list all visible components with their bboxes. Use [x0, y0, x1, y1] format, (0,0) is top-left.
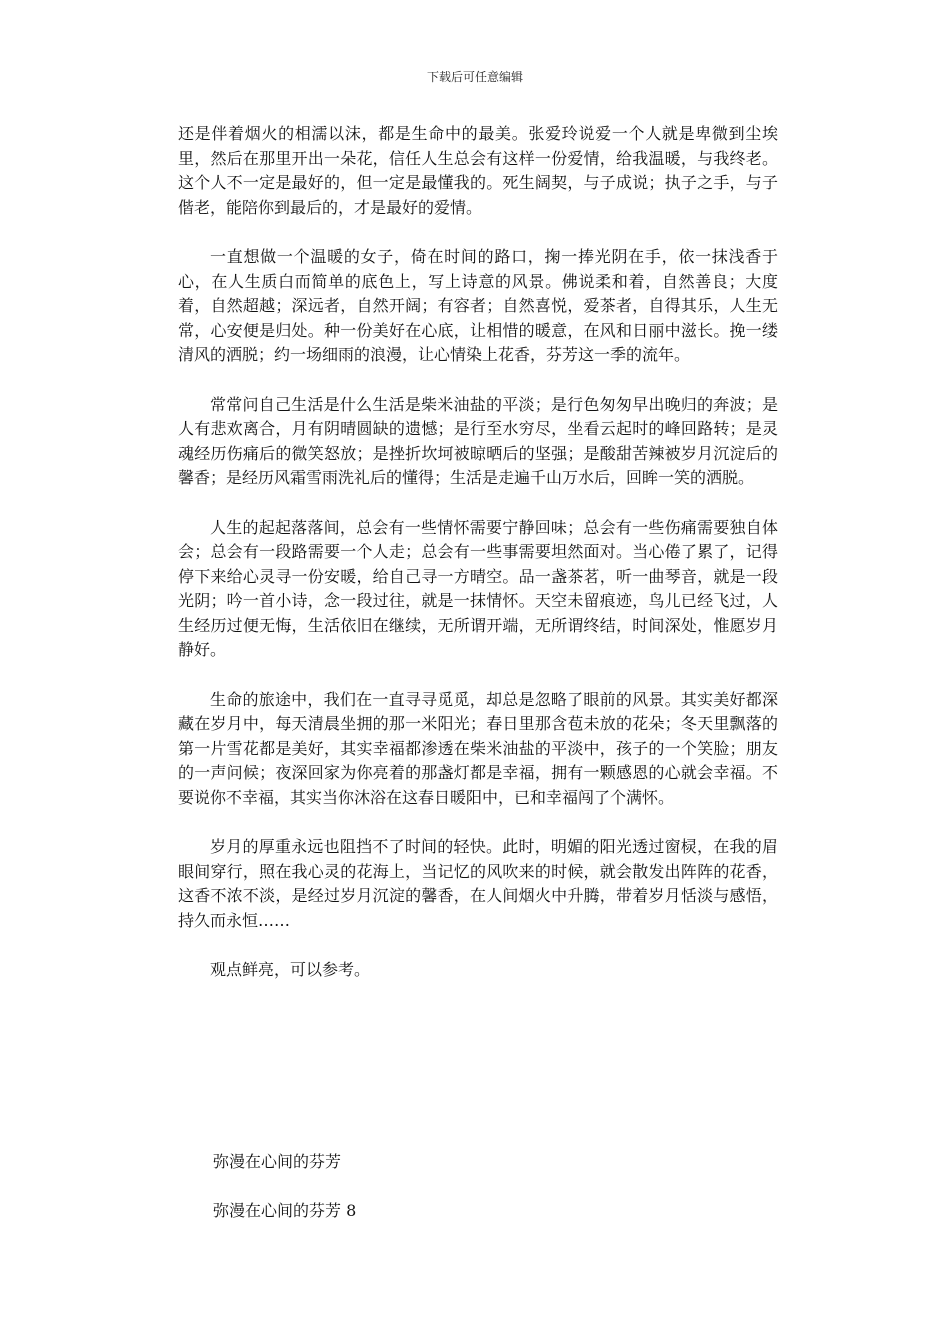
footer-title-page: 弥漫在心间的芬芳 8 — [213, 1201, 357, 1220]
article-body — [178, 122, 778, 1007]
paragraph-3: 常常问自己生活是什么生活是柴米油盐的平淡；是行色匆匆早出晚归的奔波；是人有悲欢离合，月有阴晴圆缺的遗憾；是行至水穷尽，坐看云起时的峰回路转；是灵魂经历伤痛后的微笑怒放；是挫折坎坷被晾晒后的坚强；是酸甜苦辣被岁月沉淀后的馨香；是经历风霜雪雨洗礼后的懂得；生活是走遍千山万水后，回眸一笑的洒脱。 — [178, 394, 778, 488]
paragraph-1: 还是伴着烟火的相濡以沫，都是生命中的最美。张爱玲说爱一个人就是卑微到尘埃里，然后在那里开出一朵花，信任人生总会有这样一份爱情，给我温暖，与我终老。这个人不一定是最好的，但一定是最懂我的。死生阔契，与子成说；执子之手，与子偕老，能陪你到最后的，才是最好的爱情。 — [178, 124, 778, 217]
paragraph-7: 观点鲜亮，可以参考。 — [210, 960, 371, 980]
paragraph-2: 一直想做一个温暖的女子，倚在时间的路口，掬一捧光阴在手，依一抹浅香于心，在人生质白而简单的底色上，写上诗意的风景。佛说柔和着，自然善良；大度着，自然超越；深远者，自然开阔；有容者；自然喜悦，爱茶者，自得其乐，人生无常，心安便是归处。种一份美好在心底，让相惜的暖意，在风和日丽中滋长。挽一缕清风的洒脱；约一场细雨的浪漫，让心情染上花香，芬芳这一季的流年。 — [178, 246, 778, 365]
footer-title: 弥漫在心间的芬芳 — [213, 1152, 342, 1171]
page-header-notice: 下载后可任意编辑 — [426, 70, 523, 84]
paragraph-6: 岁月的厚重永远也阻挡不了时间的轻快。此时，明媚的阳光透过窗棂，在我的眉眼间穿行，照在我心灵的花海上，当记忆的风吹来的时候，就会散发出阵阵的花香，这香不浓不淡，是经过岁月沉淀的馨香，在人间烟火中升腾，带着岁月恬淡与感悟，持久而永恒…… — [178, 837, 778, 930]
paragraph-5: 生命的旅途中，我们在一直寻寻觅觅，却总是忽略了眼前的风景。其实美好都深藏在岁月中，每天清晨坐拥的那一米阳光；春日里那含苞未放的花朵；冬天里飘落的第一片雪花都是美好，其实幸福都渗透在柴米油盐的平淡中，孩子的一个笑脸；朋友的一声问候；夜深回家为你亮着的那盏灯都是幸福，拥有一颗感恩的心就会幸福。不要说你不幸福，其实当你沐浴在这春日暖阳中，已和幸福闯了个满怀。 — [178, 689, 778, 808]
paragraph-4: 人生的起起落落间，总会有一些情怀需要宁静回味；总会有一些伤痛需要独自体会；总会有一段路需要一个人走；总会有一些事需要坦然面对。当心倦了累了，记得停下来给心灵寻一份安暖，给自己寻一方晴空。品一盏茶茗，听一曲琴音，就是一段光阴；吟一首小诗，念一段过往，就是一抹情怀。天空未留痕迹，鸟儿已经飞过，人生经历过便无悔，生活依旧在继续，无所谓开端，无所谓终结，时间深处，惟愿岁月静好。 — [178, 517, 778, 660]
